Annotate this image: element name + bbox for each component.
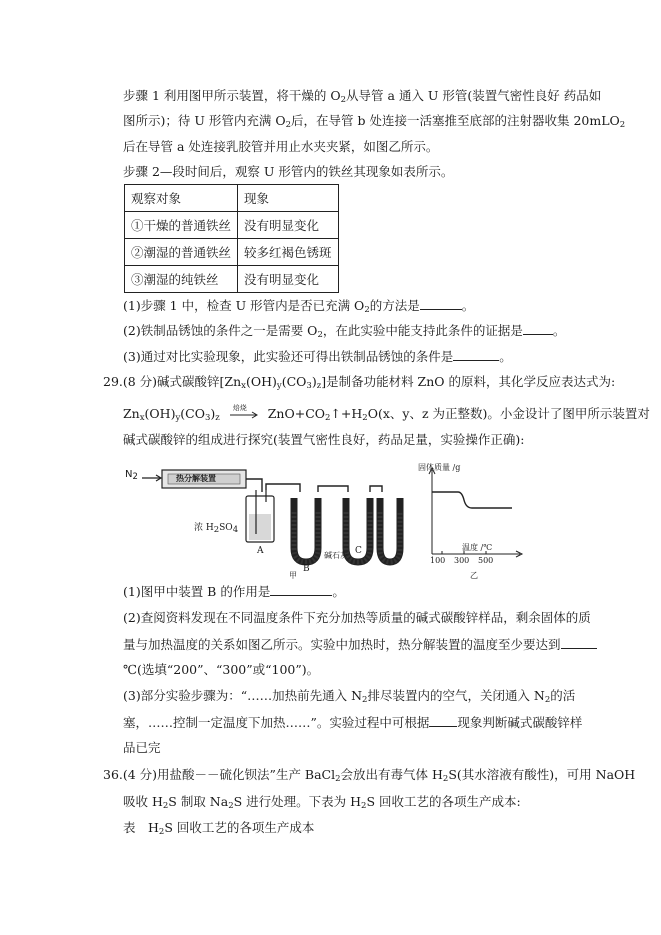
figure-jia-label: 甲	[289, 571, 297, 580]
question-1-1: (1)步骤 1 中，检查 U 形管内是否已充满 $O_2$的方法是 。	[123, 298, 475, 315]
observation-table	[124, 184, 339, 293]
question-29-3-line2: 塞，……控制一定温度下加热……”。实验过程中可根据 现象判断碱式碳酸锌样	[123, 715, 583, 730]
question-29-2-line2: 量与加热温度的关系如图乙所示。实验中加热时，热分解装置的温度至少要达到	[123, 636, 597, 653]
arrow-icon	[230, 409, 258, 421]
question-29-line3: 碱式碳酸锌的组成进行探究(装置气密性良好，药品足量，实验操作正确):	[123, 432, 525, 447]
tick-label: 500	[478, 556, 494, 565]
table-cell: ①干燥的普通铁丝	[125, 212, 238, 239]
apparatus-b-label: B	[303, 564, 310, 574]
step1-line3: 后在导管 a 处连接乳胶管并用止水夹夹紧，如图乙所示。	[123, 139, 439, 154]
furnace-label: 热分解装置	[176, 473, 216, 483]
question-29-3-line1: (3)部分实验步骤为：“……加热前先通入 $N_2$排尽装置内的空气，关闭通入 $N_2$的活	[123, 688, 576, 705]
graph-x-label: 温度 /℃	[462, 543, 493, 552]
lime-label: 碱石灰	[324, 551, 348, 560]
question-36-line2: 吸收 $H_2S$ 制取 $Na_2S$ 进行处理。下表为 $H_2S$ 回收工艺的各项生产成本:	[123, 794, 521, 811]
table-cell: 没有明显变化	[238, 212, 339, 239]
figure-yi-label: 乙	[470, 571, 478, 580]
reaction-arrow	[230, 403, 258, 421]
table-row	[125, 239, 339, 266]
table-cell: ③潮湿的纯铁丝	[125, 266, 238, 293]
graph-y-label: 固体质量 /g	[418, 463, 461, 472]
table-cell: ②潮湿的普通铁丝	[125, 239, 238, 266]
table-cell: 较多红褐色锈斑	[238, 239, 339, 266]
answer-blank	[453, 348, 499, 361]
n2-label: $N_2$	[125, 469, 138, 482]
question-29-2-line1: (2)查阅资料发现在不同温度条件下充分加热等质量的碱式碳酸锌样品，剩余固体的质	[123, 610, 591, 625]
question-29-intro: 29.(8 分)碱式碳酸锌$[Zn_x(OH)_y(CO_3)_z]$是制备功能材料 ZnO 的原料，其化学反应表达式为:	[103, 374, 616, 391]
table-cell: 没有明显变化	[238, 266, 339, 293]
question-36-line1: 36.(4 分)用盐酸－－硫化钡法”生产 BaCl$_2$会放出有毒气体 $H_2S$(其水溶液有酸性)，可用 NaOH	[103, 767, 636, 784]
table-header: 现象	[238, 185, 339, 212]
step1-line1: 步骤 1 利用图甲所示装置，将干燥的 $O_2$从导管 a 通入 U 形管(装置气密性良好 药品如	[123, 88, 602, 105]
table-row	[125, 266, 339, 293]
table-row	[125, 212, 339, 239]
answer-blank	[420, 297, 462, 310]
reaction-condition: 焙烧	[232, 403, 247, 412]
apparatus-a-label: A	[257, 546, 264, 556]
apparatus-figure	[120, 462, 540, 582]
question-1-3: (3)通过对比实验现象，此实验还可得出铁制品锈蚀的条件是 。	[123, 349, 512, 364]
answer-blank	[270, 583, 332, 596]
question-29-2-line3: ℃(选填“200”、“300”或“100”)。	[123, 662, 320, 677]
answer-blank	[561, 636, 597, 649]
question-29-equation: $Zn_x(OH)_y(CO_3)_z$ 焙烧 $ZnO+CO_2↑+H_2O(x$、y、z 为正整数)。小金设计了图甲所示装置对	[123, 406, 650, 422]
question-29-1: (1)图甲中装置 B 的作用是 。	[123, 584, 345, 599]
tick-label: 100	[430, 556, 446, 565]
table-header-row	[125, 185, 339, 212]
acid-label: 浓 $H_2SO_4$	[194, 523, 239, 535]
step1-line2: 图所示)；待 U 形管内充满 $O_2$后，在导管 b 处连接一活塞推至底部的注射器收集 20mLO$_2$	[123, 113, 626, 130]
apparatus-c-label: C	[355, 546, 362, 556]
answer-blank	[523, 322, 553, 335]
question-29-3-line3: 品已完	[123, 740, 161, 755]
question-1-2: (2)铁制品锈蚀的条件之一是需要 $O_2$，在此实验中能支持此条件的证据是 。	[123, 323, 566, 340]
tick-label: 300	[454, 556, 470, 565]
answer-blank	[429, 714, 457, 727]
step2-text: 步骤 2—段时间后，观察 U 形管内的铁丝其现象如表所示。	[123, 164, 454, 179]
table-caption: 表 $H_2S$ 回收工艺的各项生产成本	[123, 820, 315, 837]
table-header: 观察对象	[125, 185, 238, 212]
